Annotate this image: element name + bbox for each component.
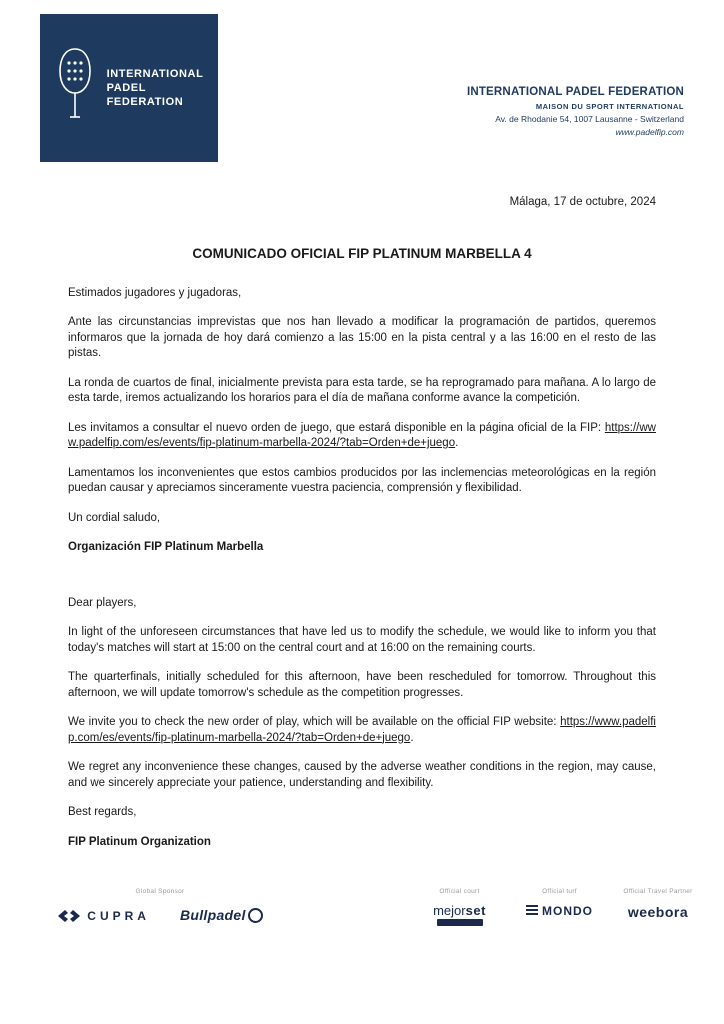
sponsor-label-court: Official court [439, 888, 480, 895]
fip-logo-line: FEDERATION [106, 96, 184, 108]
bullpadel-emblem-icon [248, 908, 263, 923]
paragraph-es-1: Ante las circunstancias imprevistas que nos han llevado a modificar la programación de partidos, queremos informaros que la jornada de hoy dará comienzo a las 15:00 en la pista central y a las 16:00 en el resto de las pistas. [68, 316, 656, 359]
closing-es: Un cordial saludo, [68, 511, 161, 524]
paragraph-en-3-period: . [410, 731, 414, 744]
paragraph-en-3-text: We invite you to check the new order of play, which will be available on the official FIP website: [68, 716, 557, 728]
weebora-logo: weebora [627, 904, 689, 920]
padel-racket-icon [55, 45, 95, 131]
cupra-logo [57, 909, 150, 923]
paragraph-es-3 [68, 421, 656, 452]
paragraph-es-4: Lamentamos los inconvenientes que estos cambios producidos por las inclemencias meteorológicas en la región puedan causar y apreciamos sinceramente vuestra paciencia, comprensión y flexibilidad. [68, 466, 656, 494]
letter-body [68, 246, 656, 864]
date-line: Málaga, 17 de octubre, 2024 [509, 196, 656, 208]
sponsor-group-court [412, 888, 507, 926]
signature-en: FIP Platinum Organization [68, 835, 211, 848]
sponsor-group-global [40, 888, 280, 928]
paragraph-es-3-period: . [455, 437, 459, 449]
mejorset-wordmark-bold: set [465, 903, 486, 918]
greeting-en: Dear players, [68, 596, 137, 609]
federation-website[interactable]: www.padelfip.com [615, 127, 684, 137]
sponsor-logos-global [40, 904, 280, 928]
paragraph-es-3-text: Les invitamos a consultar el nuevo orden de juego, que estará disponible en la página oficial de la FIP: [68, 421, 602, 434]
fip-logo-line: PADEL [106, 82, 147, 94]
fip-logo-line: INTERNATIONAL [106, 68, 204, 80]
cupra-emblem-icon [57, 909, 81, 923]
mejorset-wordmark-light: mejor [433, 903, 466, 918]
section-divider-gap [68, 570, 656, 596]
mondo-stripes-icon [526, 905, 538, 917]
mondo-wordmark: MONDO [542, 904, 593, 918]
sponsor-label-global: Global Sponsor [135, 888, 185, 895]
paragraph-en-3 [68, 715, 656, 746]
fip-logo [40, 14, 218, 162]
fip-schedule-link-es[interactable]: https://www.padelfip.com/es/events/fip-platinum-marbella-2024/?tab=Orden+de+juego [68, 421, 656, 449]
federation-address-block [467, 86, 684, 137]
federation-building: MAISON DU SPORT INTERNATIONAL [535, 102, 684, 111]
federation-street: Av. de Rhodanie 54, 1007 Lausanne - Switzerland [495, 114, 684, 124]
paragraph-es-2: La ronda de cuartos de final, inicialmente prevista para esta tarde, se ha reprogramado para mañana. A lo largo de esta tarde, iremos actualizando los horarios para el día de mañana conforme avance la competición. [68, 376, 656, 404]
bullpadel-logo [180, 907, 263, 925]
greeting-es: Estimados jugadores y jugadoras, [68, 286, 242, 299]
mejorset-logo [412, 904, 507, 926]
paragraph-en-1: In light of the unforeseen circumstances that have led us to modify the schedule, we would like to inform you that today's matches will start at 15:00 on the central court and at 16:00 on the remaining courts. [68, 626, 656, 654]
sponsor-group-turf [512, 888, 607, 918]
mondo-logo [512, 904, 607, 918]
paragraph-en-4: We regret any inconvenience these changes, caused by the adverse weather conditions in the region, may cause, and we sincerely appreciate your patience, understanding and flexibility. [68, 761, 656, 789]
signature-es: Organización FIP Platinum Marbella [68, 541, 264, 553]
document-title: COMUNICADO OFICIAL FIP PLATINUM MARBELLA 4 [192, 246, 532, 261]
fip-schedule-link-en[interactable]: https://www.padelfip.com/es/events/fip-platinum-marbella-2024/?tab=Orden+de+juego [68, 716, 656, 744]
federation-name: INTERNATIONAL PADEL FEDERATION [466, 86, 684, 98]
sponsor-label-travel: Official Travel Partner [623, 888, 693, 895]
bullpadel-wordmark: Bullpadel [179, 907, 246, 923]
closing-en: Best regards, [68, 806, 137, 818]
cupra-wordmark: CUPRA [87, 909, 150, 923]
sponsor-group-travel [608, 888, 708, 920]
paragraph-en-2: The quarterfinals, initially scheduled for this afternoon, have been rescheduled for tomorrow. Throughout this afternoon, we will update tomorrow's schedule as the competition progresses. [68, 671, 656, 699]
fip-logo-text [107, 67, 204, 109]
mejorset-bar [437, 919, 483, 926]
sponsor-label-turf: Official turf [542, 888, 577, 895]
